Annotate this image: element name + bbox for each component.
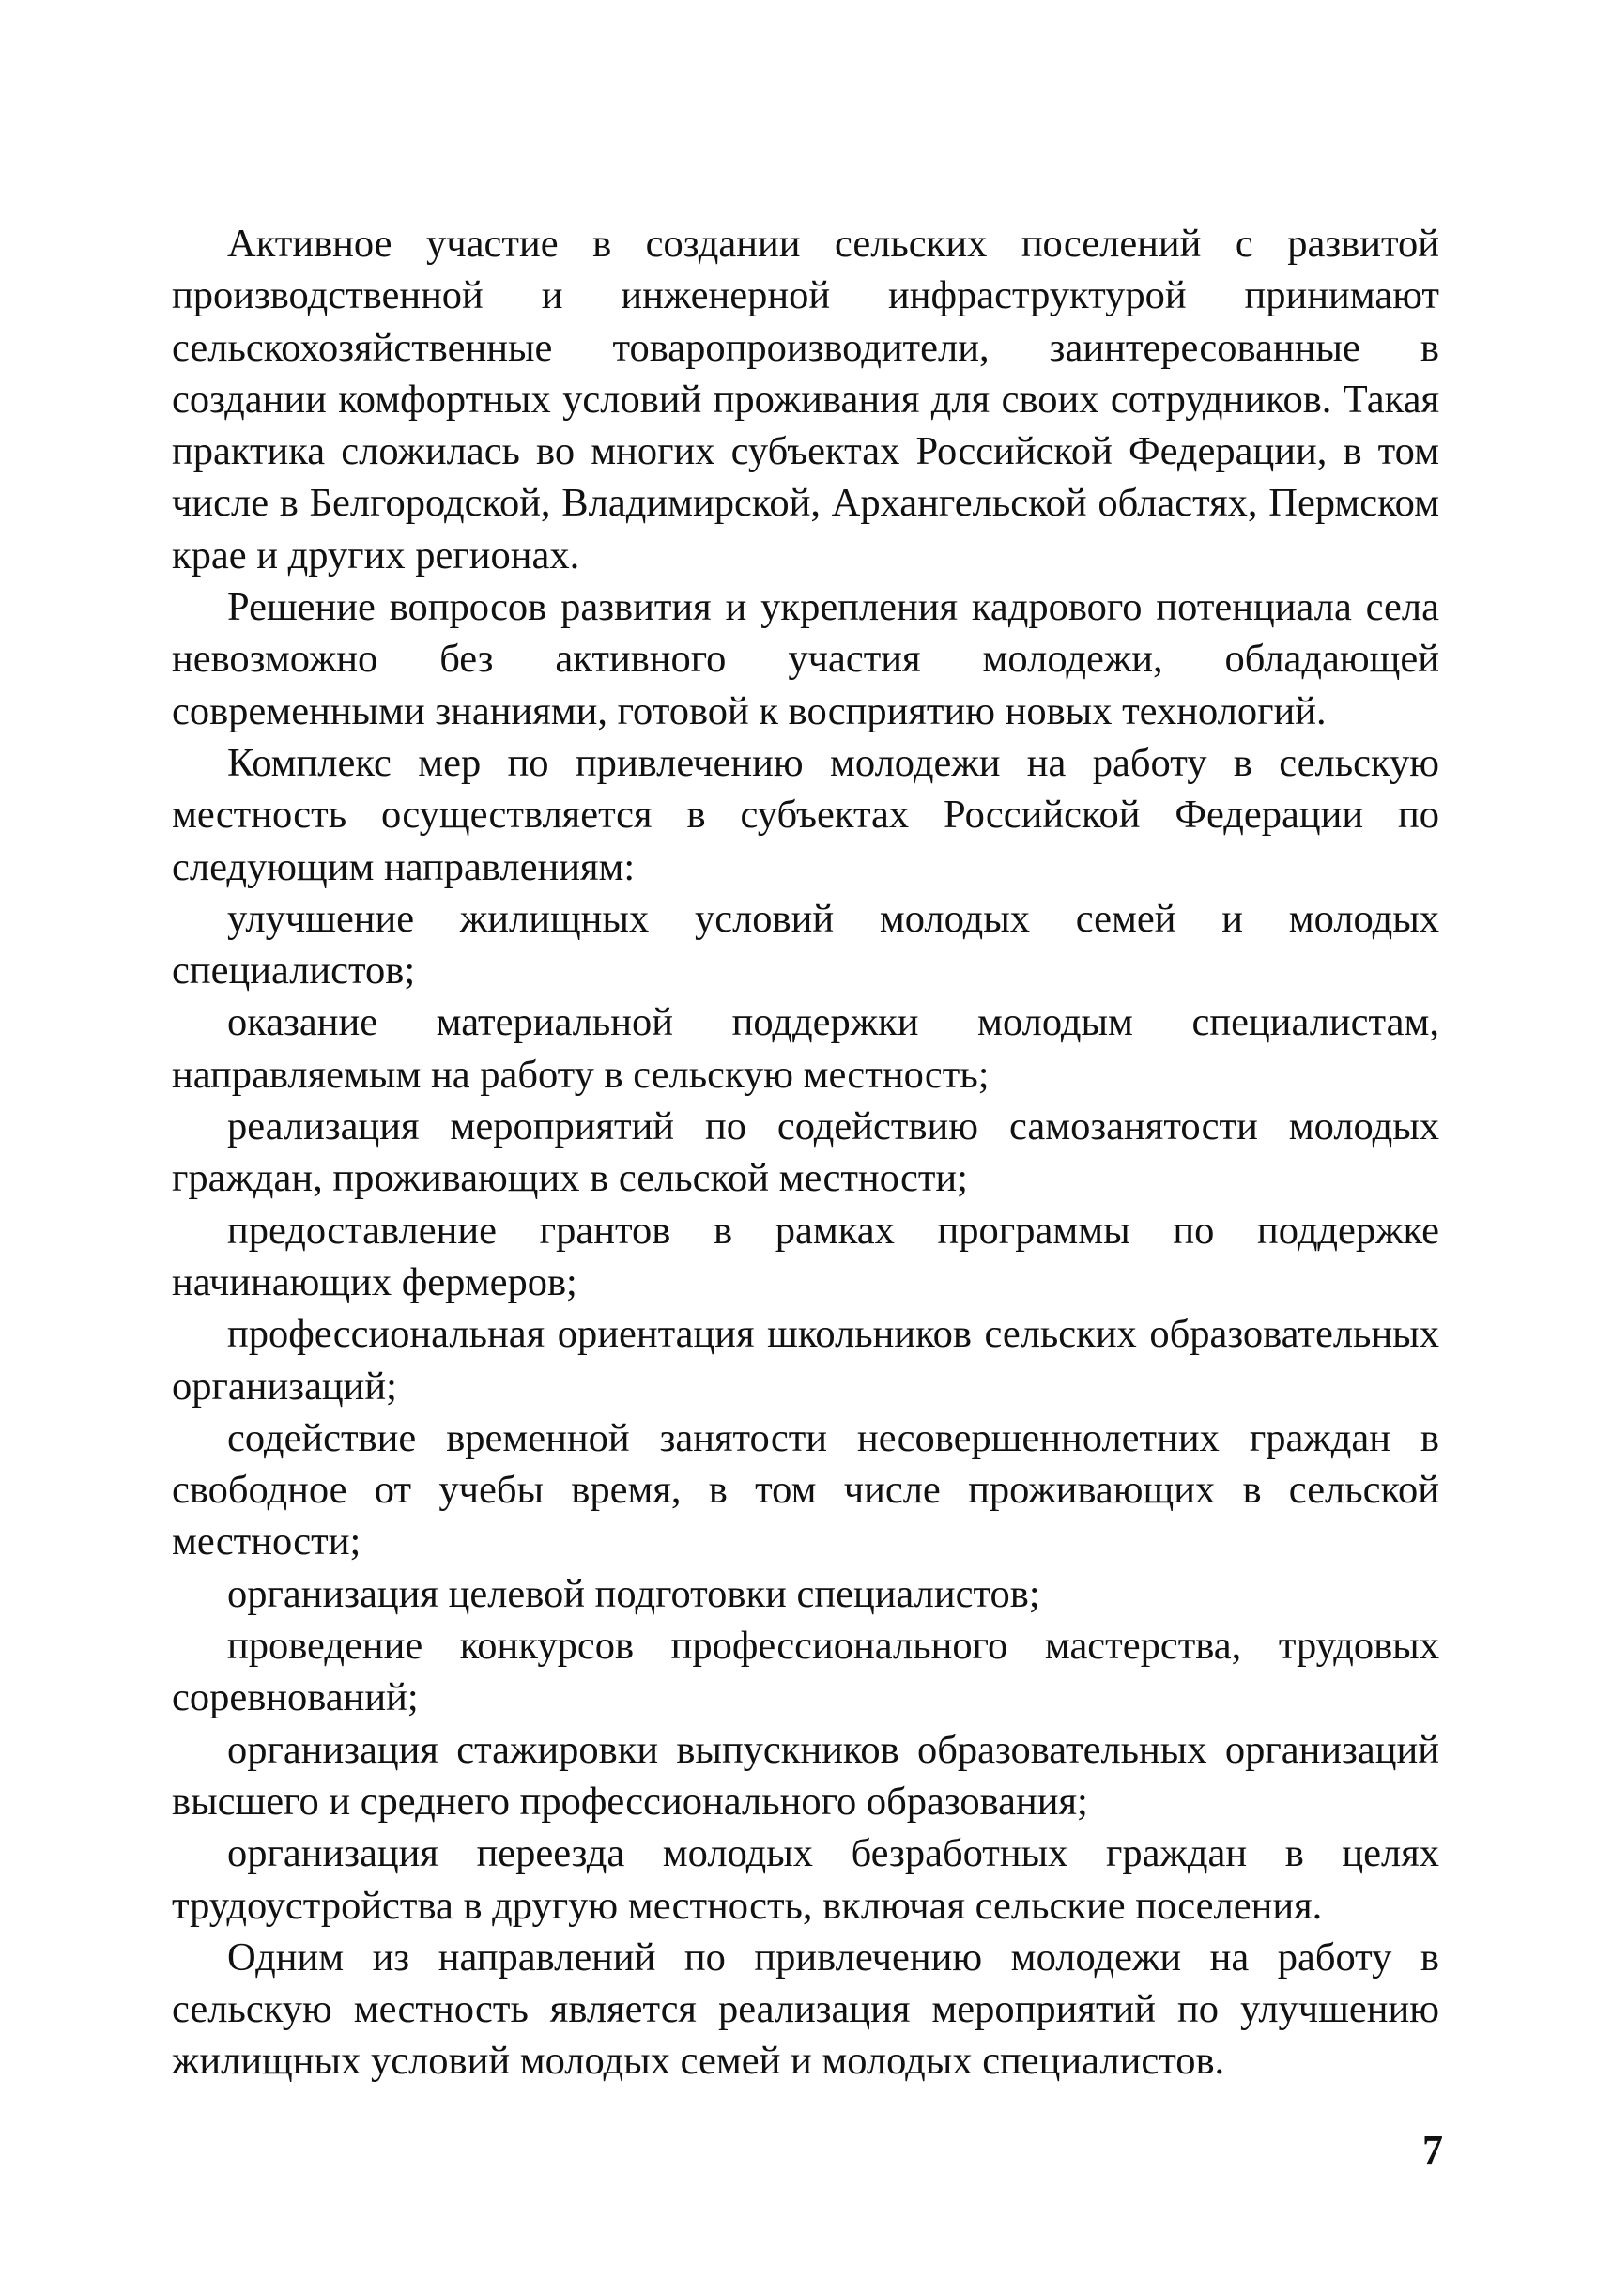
paragraph-rural-settlements: Активное участие в создании сельских поселений с развитой производственной и инженерной инфраструктурой принимают сельскохозяйственные товаропроизводители, заинтересованные в создании комфортных условий проживания для своих сотрудников. Такая практика сложилась во многих субъектах Российской Федерации, в том числе в Белгородской, Владимирской, Архангельской областях, Пермском крае и других регионах. <box>172 222 1439 578</box>
list-item-relocation: организация переезда молодых безработных граждан в целях трудоустройства в другую местность, включая сельские поселения. <box>172 1831 1439 1928</box>
list-item-career-guidance: профессиональная ориентация школьников сельских образовательных организаций; <box>172 1312 1439 1409</box>
list-item-temporary-employment: содействие временной занятости несовершеннолетних граждан в свободное от учебы время, в том числе проживающих в сельской местности; <box>172 1415 1439 1564</box>
page-number: 7 <box>1422 2127 1443 2173</box>
paragraph-youth-participation: Решение вопросов развития и укрепления кадрового потенциала села невозможно без активного участия молодежи, обладающей современными знаниями, готовой к восприятию новых технологий. <box>172 585 1439 733</box>
list-item-internships: организация стажировки выпускников образовательных организаций высшего и среднего профессионального образования; <box>172 1727 1439 1824</box>
list-item-targeted-training: организация целевой подготовки специалистов; <box>227 1571 1040 1616</box>
list-item-material-support: оказание материальной поддержки молодым специалистам, направляемым на работу в сельскую местность; <box>172 1000 1439 1097</box>
list-item-self-employment: реализация мероприятий по содействию самозанятости молодых граждан, проживающих в сельской местности; <box>172 1104 1439 1201</box>
paragraph-measures-intro: Комплекс мер по привлечению молодежи на работу в сельскую местность осуществляется в субъектах Российской Федерации по следующим направлениям: <box>172 740 1439 889</box>
body-text <box>172 218 1439 2088</box>
list-item-grants: предоставление грантов в рамках программы по поддержке начинающих фермеров; <box>172 1208 1439 1304</box>
list-item-competitions: проведение конкурсов профессионального мастерства, трудовых соревнований; <box>172 1624 1439 1720</box>
list-item-housing: улучшение жилищных условий молодых семей и молодых специалистов; <box>172 896 1439 994</box>
paragraph-housing-direction: Одним из направлений по привлечению молодежи на работу в сельскую местность является реализация мероприятий по улучшению жилищных условий молодых семей и молодых специалистов. <box>172 1934 1439 2084</box>
